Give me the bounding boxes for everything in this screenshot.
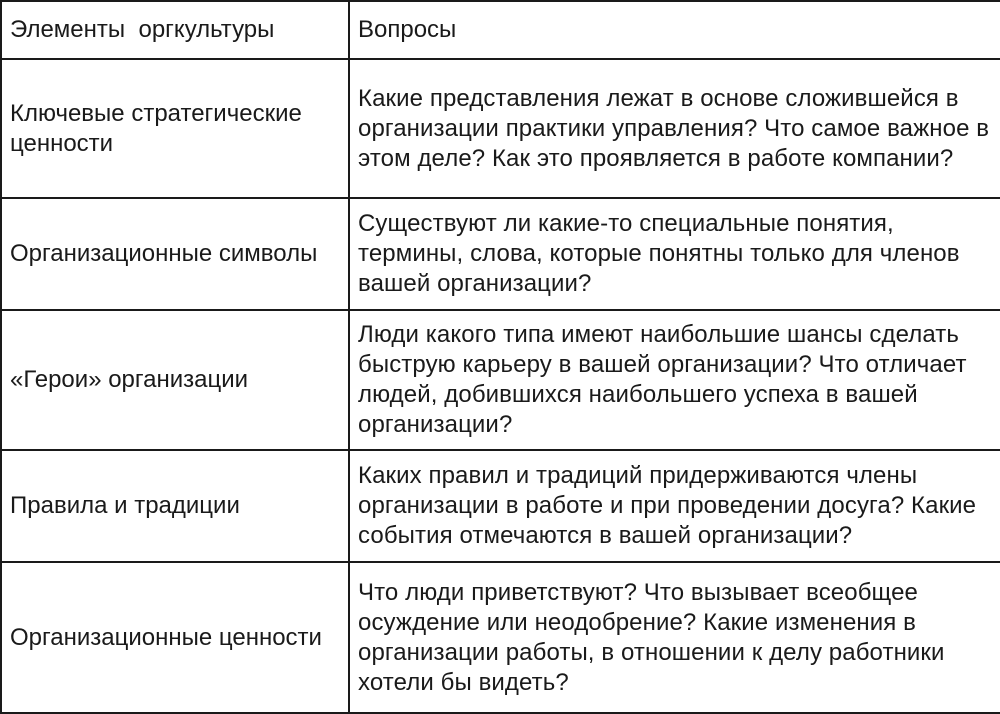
element-cell (1, 310, 349, 450)
header-cell-questions (349, 1, 1000, 59)
element-label: Организационные ценности (10, 623, 322, 651)
table-row (1, 59, 1000, 198)
element-label: Организационные символы (10, 240, 318, 267)
question-cell (349, 198, 1000, 310)
question-text: Существуют ли какие-то специальные понятия, термины, слова, которые понятны только для членов вашей организации? (358, 210, 960, 297)
question-text: Люди какого типа имеют наибольшие шансы сделать быструю карьеру в вашей организации? Что отличает людей, добившихся наибольшего успеха в вашей организации? (358, 321, 967, 438)
element-label: Правила и традиции (10, 492, 240, 519)
table-row (1, 450, 1000, 562)
element-label: «Герои» организации (10, 366, 249, 393)
header-row (1, 1, 1000, 59)
element-cell (1, 450, 349, 562)
element-label: Ключевые стратегические ценности (10, 99, 302, 157)
table-row (1, 198, 1000, 310)
question-cell (349, 450, 1000, 562)
question-cell (349, 59, 1000, 198)
question-text: Какие представления лежат в основе сложившейся в организации практики управления? Что самое важное в этом деле? Как это проявляется в работе компании? (358, 84, 990, 172)
header-elements-label: Элементы оргкультуры (10, 16, 275, 43)
header-cell-elements (1, 1, 349, 59)
element-cell (1, 59, 349, 198)
table-row (1, 562, 1000, 713)
table-row (1, 310, 1000, 450)
question-text: Что люди приветствуют? Что вызывает всеобщее осуждение или неодобрение? Какие изменения в организации работы, в отношении к делу работники хотели бы видеть? (358, 578, 945, 696)
element-cell (1, 198, 349, 310)
question-cell (349, 562, 1000, 713)
element-cell (1, 562, 349, 713)
header-questions-label: Вопросы (358, 16, 457, 43)
question-cell (349, 310, 1000, 450)
question-text: Каких правил и традиций придерживаются члены организации в работе и при проведении досуга? Какие события отмечаются в вашей организации? (358, 462, 977, 549)
